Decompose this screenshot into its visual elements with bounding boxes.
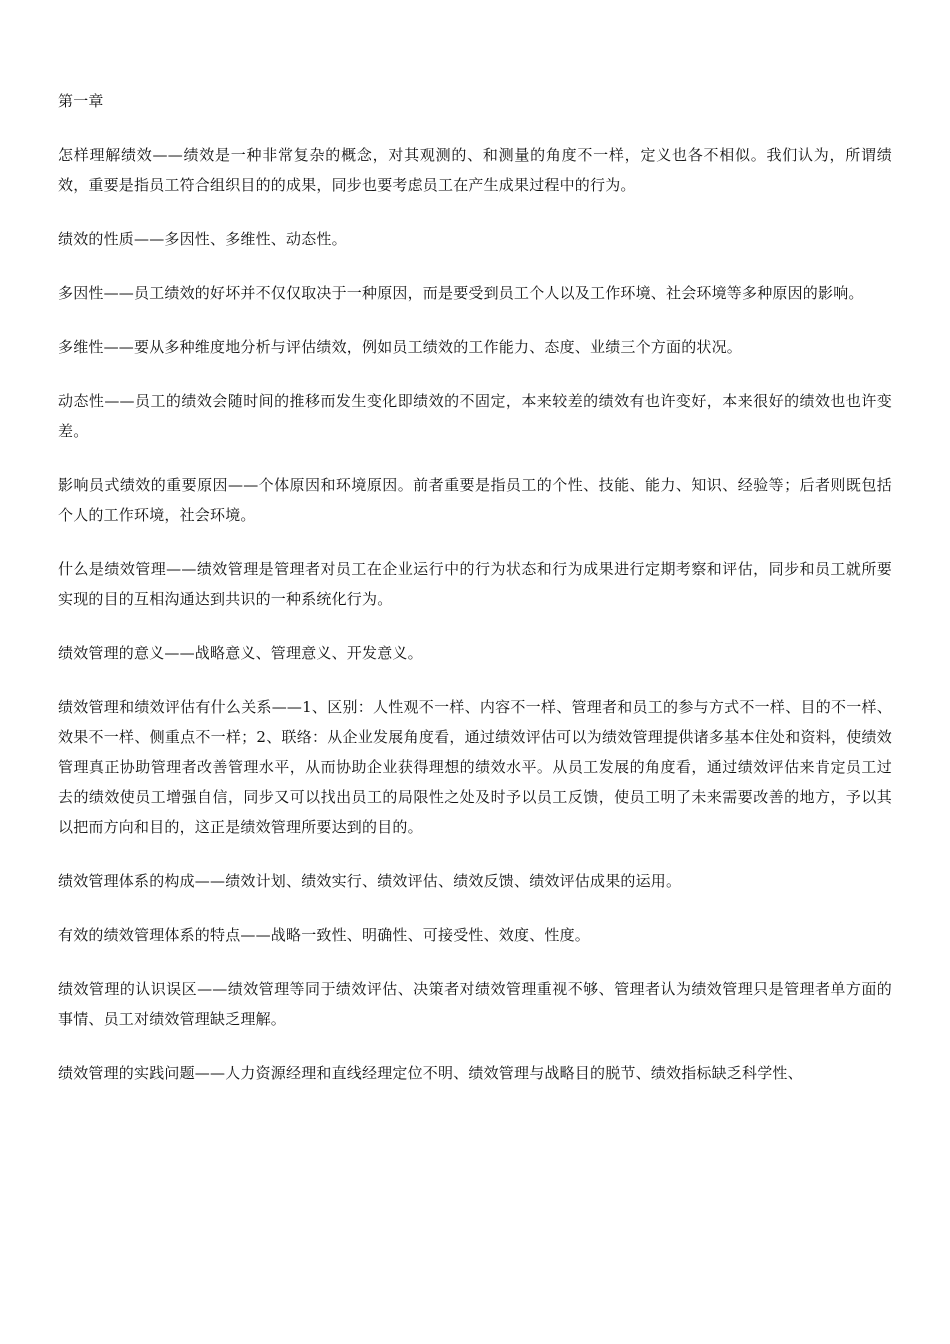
paragraph-dynamic: 动态性——员工的绩效会随时间的推移而发生变化即绩效的不固定，本来较差的绩效有也许变好，本来很好的绩效也也许变差。 [58,392,892,440]
paragraph-multi-cause: 多因性——员工绩效的好坏并不仅仅取决于一种原因，而是要受到员工个人以及工作环境、社会环境等多种原因的影响。 [58,284,864,302]
paragraph-misconceptions: 绩效管理的认识误区——绩效管理等同于绩效评估、决策者对绩效管理重视不够、管理者认为绩效管理只是管理者单方面的事情、员工对绩效管理缺乏理解。 [58,980,892,1028]
chapter-heading: 第一章 [58,92,104,110]
document-page [58,86,892,1112]
paragraph-management-significance: 绩效管理的意义——战略意义、管理意义、开发意义。 [58,644,423,662]
paragraph-influencing-factors: 影响员式绩效的重要原因——个体原因和环境原因。前者重要是指员工的个性、技能、能力、知识、经验等；后者则既包括个人的工作环境，社会环境。 [58,476,892,524]
paragraph-understanding-performance: 怎样理解绩效——绩效是一种非常复杂的概念，对其观测的、和测量的角度不一样，定义也各不相似。我们认为，所谓绩效，重要是指员工符合组织目的的成果，同步也要考虑员工在产生成果过程中的行为。 [58,146,892,194]
paragraph-system-features: 有效的绩效管理体系的特点——战略一致性、明确性、可接受性、效度、性度。 [58,926,591,944]
paragraph-system-composition: 绩效管理体系的构成——绩效计划、绩效实行、绩效评估、绩效反馈、绩效评估成果的运用。 [58,872,682,890]
paragraph-practice-problems: 绩效管理的实践问题——人力资源经理和直线经理定位不明、绩效管理与战略目的脱节、绩效指标缺乏科学性、 [58,1064,803,1082]
paragraph-what-is-performance-management: 什么是绩效管理——绩效管理是管理者对员工在企业运行中的行为状态和行为成果进行定期考察和评估，同步和员工就所要实现的目的互相沟通达到共识的一种系统化行为。 [58,560,892,608]
paragraph-management-vs-evaluation: 绩效管理和绩效评估有什么关系——1、区别：人性观不一样、内容不一样、管理者和员工的参与方式不一样、目的不一样、效果不一样、侧重点不一样；2、联络：从企业发展角度看，通过绩效评估可以为绩效管理提供诸多基本住处和资料，使绩效管理真正协助管理者改善管理水平，从而协助企业获得理想的绩效水平。从员工发展的角度看，通过绩效评估来肯定员工过去的绩效使员工增强自信，同步又可以找出员工的局限性之处及时予以员工反馈，使员工明了未来需要改善的地方，予以其以把而方向和目的，这正是绩效管理所要达到的目的。 [58,698,892,836]
paragraph-multi-dimension: 多维性——要从多种维度地分析与评估绩效，例如员工绩效的工作能力、态度、业绩三个方面的状况。 [58,338,743,356]
paragraph-performance-nature: 绩效的性质——多因性、多维性、动态性。 [58,230,347,248]
